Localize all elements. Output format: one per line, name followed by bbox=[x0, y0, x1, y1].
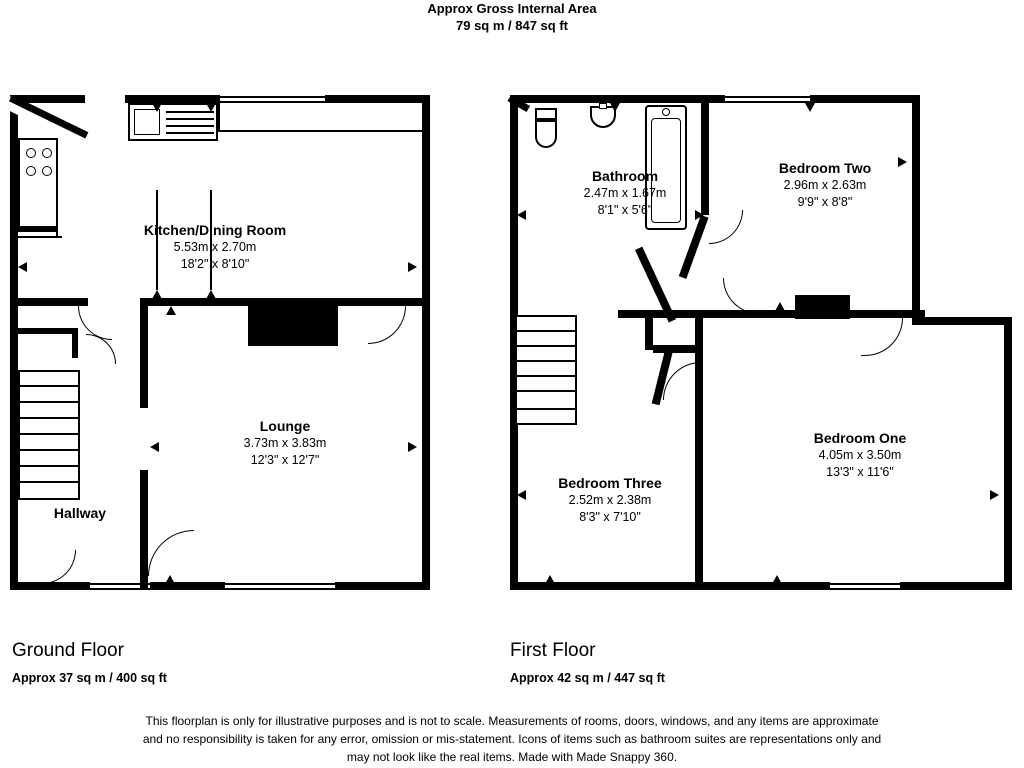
ff-wall-top-left bbox=[510, 95, 610, 103]
stair-step-7 bbox=[20, 481, 78, 483]
room-bathroom-metric: 2.47m x 1.67m bbox=[583, 186, 667, 200]
room-hallway bbox=[20, 505, 140, 522]
first-floor-plan bbox=[495, 70, 1024, 610]
room-bathroom-name: Bathroom bbox=[591, 168, 659, 184]
ff-wall-right-outer bbox=[1004, 317, 1012, 590]
room-bedroom-two-imperial: 9'9" x 8'8" bbox=[797, 195, 853, 209]
ff-stair-step-6 bbox=[517, 408, 575, 410]
first-floor-area: Approx 42 sq m / 447 sq ft bbox=[510, 671, 665, 685]
wall-left-outer bbox=[10, 95, 18, 590]
ff-arrow-bed2-bottom bbox=[775, 302, 785, 311]
window-bottom-2-inner bbox=[225, 588, 335, 590]
stair-step-2 bbox=[20, 401, 78, 403]
door-front-entrance bbox=[30, 550, 76, 584]
ff-wall-right-step bbox=[912, 317, 1012, 325]
window-top-1-inner bbox=[220, 101, 325, 103]
wall-lounge-left-lower bbox=[140, 470, 148, 590]
room-lounge-imperial: 12'3" x 12'7" bbox=[250, 453, 320, 467]
counter-left-line bbox=[56, 138, 58, 238]
arrow-kitchen-left bbox=[18, 262, 27, 272]
room-kitchen-dining-imperial: 18'2" x 8'10" bbox=[180, 257, 250, 271]
wall-bottom-mid bbox=[150, 582, 225, 590]
room-bedroom-three-name: Bedroom Three bbox=[558, 475, 662, 491]
disclaimer bbox=[0, 712, 1024, 766]
wall-internal-kitchen-lounge bbox=[140, 298, 430, 306]
wall-top-mid bbox=[125, 95, 220, 103]
drainer-line-3 bbox=[166, 125, 214, 127]
ff-stair-step-1 bbox=[517, 330, 575, 332]
ff-stair-step-2 bbox=[517, 345, 575, 347]
toilet-cistern bbox=[535, 108, 557, 120]
room-bedroom-three bbox=[520, 475, 700, 526]
room-lounge-name: Lounge bbox=[259, 418, 311, 434]
arrow-kitchen-right bbox=[408, 262, 417, 272]
ground-floor-area: Approx 37 sq m / 400 sq ft bbox=[12, 671, 167, 685]
stair-step-5 bbox=[20, 449, 78, 451]
room-bedroom-two-metric: 2.96m x 2.63m bbox=[783, 178, 867, 192]
drainer-line-4 bbox=[166, 132, 214, 134]
room-hallway-name: Hallway bbox=[53, 505, 107, 521]
gross-area-line1: Approx Gross Internal Area bbox=[427, 1, 597, 16]
worktop-run-end bbox=[218, 103, 220, 132]
ff-arrow-bed1-bottom bbox=[772, 575, 782, 584]
stair-step-4 bbox=[20, 433, 78, 435]
room-bedroom-three-metric: 2.52m x 2.38m bbox=[568, 493, 652, 507]
hob-ring-4 bbox=[42, 166, 52, 176]
arrow-kitchen-bottom2 bbox=[206, 290, 216, 299]
door-kitchen-rear bbox=[368, 306, 406, 344]
wall-bottom-left bbox=[10, 582, 90, 590]
sink-bowl bbox=[134, 109, 160, 135]
ff-arrow-bathroom-left bbox=[517, 210, 526, 220]
room-bedroom-one-name: Bedroom One bbox=[813, 430, 907, 446]
room-bathroom-imperial: 8'1" x 5'6" bbox=[597, 203, 653, 217]
ff-stair-step-5 bbox=[517, 390, 575, 392]
wall-right-outer bbox=[422, 95, 430, 590]
ff-wall-bed2-bed1-block bbox=[795, 295, 850, 319]
room-kitchen-dining bbox=[60, 222, 370, 273]
disclaimer-line3: may not look like the real items. Made with Made Snappy 360. bbox=[346, 750, 678, 764]
wall-hall-right-stub bbox=[72, 328, 78, 358]
ff-wall-bed2-bed1-b bbox=[850, 310, 925, 318]
room-bedroom-one-imperial: 13'3" x 11'6" bbox=[826, 465, 894, 479]
ff-stair-step-3 bbox=[517, 360, 575, 362]
stair-step-6 bbox=[20, 465, 78, 467]
first-floor-title: First Floor bbox=[510, 640, 596, 661]
stair-step-1 bbox=[20, 385, 78, 387]
ff-window-bottom-1a bbox=[830, 583, 900, 585]
stair-step-3 bbox=[20, 417, 78, 419]
room-bedroom-two bbox=[735, 160, 915, 211]
ff-arrow-bathroom-top bbox=[610, 103, 620, 112]
drainer-line-2 bbox=[166, 118, 214, 120]
hob-fixture bbox=[18, 138, 58, 228]
window-bottom-2-outer bbox=[225, 583, 335, 585]
ff-arrow-bed2-top bbox=[805, 103, 815, 112]
basin-tap bbox=[599, 103, 607, 109]
disclaimer-line2: and no responsibility is taken for any error, omission or mis-statement. Icons of items such as bathroom suites are representations only and bbox=[142, 732, 882, 746]
wall-bottom-right bbox=[335, 582, 430, 590]
room-bedroom-one bbox=[765, 430, 955, 481]
hob-ring-3 bbox=[26, 166, 36, 176]
room-lounge-metric: 3.73m x 3.83m bbox=[243, 436, 327, 450]
ground-floor-plan bbox=[0, 70, 470, 610]
arrow-lounge-bottom bbox=[165, 575, 175, 584]
bath-tap bbox=[662, 108, 670, 116]
ff-wall-top-right bbox=[810, 95, 920, 103]
ff-arrow-bed3-bottom bbox=[545, 575, 555, 584]
room-kitchen-dining-name: Kitchen/Dining Room bbox=[143, 222, 287, 238]
ff-wall-bottom-mid bbox=[750, 582, 830, 590]
ff-stair-step-4 bbox=[517, 375, 575, 377]
room-bathroom bbox=[535, 168, 715, 219]
fireplace-block bbox=[248, 306, 338, 346]
toilet-pan bbox=[535, 120, 557, 148]
wall-top-right bbox=[325, 95, 430, 103]
ff-arrow-bed1-right bbox=[990, 490, 999, 500]
room-lounge bbox=[160, 418, 410, 469]
room-bedroom-three-imperial: 8'3" x 7'10" bbox=[579, 510, 641, 524]
arrow-lounge-left bbox=[150, 442, 159, 452]
disclaimer-line1: This floorplan is only for illustrative purposes and is not to scale. Measurements of rooms, doors, windows, and any items are approximate bbox=[145, 714, 879, 728]
counter-left-edge bbox=[18, 228, 58, 232]
gross-area-line2: 79 sq m / 847 sq ft bbox=[456, 18, 568, 33]
ff-wall-bottom-right bbox=[900, 582, 1012, 590]
room-bedroom-two-name: Bedroom Two bbox=[778, 160, 872, 176]
ff-wall-landing-stub bbox=[645, 310, 653, 350]
room-kitchen-dining-metric: 5.53m x 2.70m bbox=[173, 240, 257, 254]
ff-wall-landing-bottom bbox=[618, 310, 703, 318]
hob-ring-2 bbox=[42, 148, 52, 158]
ff-window-top-1a bbox=[725, 96, 810, 98]
ff-window-bottom-1b bbox=[830, 588, 900, 590]
gross-area-header bbox=[0, 0, 1024, 34]
room-bedroom-one-metric: 4.05m x 3.50m bbox=[818, 448, 902, 462]
arrow-kitchen-top bbox=[152, 103, 162, 112]
hob-ring-1 bbox=[26, 148, 36, 158]
arrow-lounge-top bbox=[166, 306, 176, 315]
ff-door-bed2 bbox=[723, 278, 763, 314]
ff-wall-landing-stub2 bbox=[653, 345, 703, 353]
counter-left-line2 bbox=[18, 236, 62, 238]
arrow-kitchen-bottom bbox=[152, 290, 162, 299]
wall-hall-top bbox=[18, 328, 78, 334]
worktop-run bbox=[218, 130, 423, 132]
ff-window-top-1b bbox=[725, 101, 810, 103]
window-top-1-outer bbox=[220, 96, 325, 98]
ground-floor-title: Ground Floor bbox=[12, 640, 124, 661]
ff-door-bed1 bbox=[861, 318, 903, 356]
wall-lounge-left-upper bbox=[140, 298, 148, 408]
wall-internal-kitchen-hall bbox=[10, 298, 88, 306]
arrow-kitchen-top2 bbox=[206, 103, 216, 112]
door-lounge bbox=[148, 530, 194, 576]
